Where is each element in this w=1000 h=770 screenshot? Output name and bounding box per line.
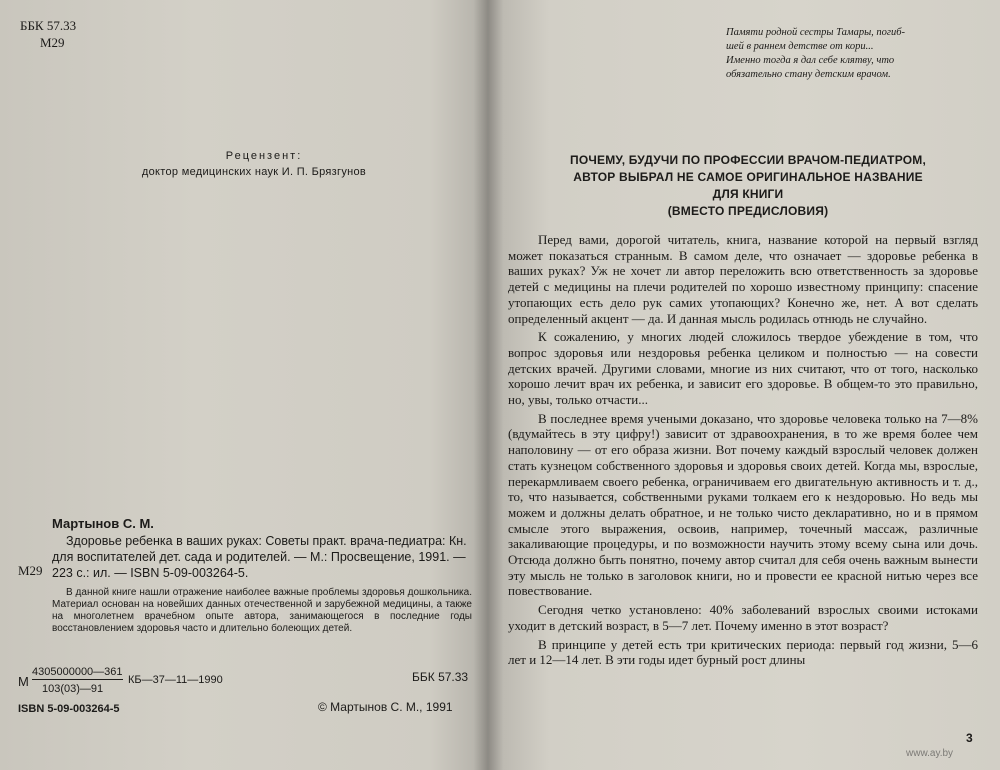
author-heading: Мартынов С. М. <box>52 516 154 531</box>
epigraph <box>726 26 972 82</box>
reviewer-label: Рецензент: <box>225 150 303 162</box>
epigraph-line: Именно тогда я дал себе клятву, что <box>726 55 895 66</box>
bbk-line: ББК 57.33 <box>20 18 77 33</box>
watermark: www.ay.by <box>906 748 954 759</box>
index-denominator: 103(03)—91 <box>42 683 104 695</box>
heading-line: ПОЧЕМУ, БУДУЧИ ПО ПРОФЕССИИ ВРАЧОМ-ПЕДИАТРОМ, <box>570 153 926 167</box>
bbk-bottom: ББК 57.33 <box>412 670 469 684</box>
left-page <box>0 0 488 770</box>
reviewer-block <box>0 148 488 180</box>
epigraph-line: обязательно стану детским врачом. <box>726 69 891 80</box>
annotation: В данной книге нашли отражение наиболее важные проблемы здоровья дошкольника. Материал основан на новейших данных отечественной и зарубежной медицины, а также на многолетнем врачебном опыте автора, занимающегося в последние годы восстановлением здоровья часто и длительно болеющих детей. <box>52 587 472 634</box>
bibliographic-entry: Здоровье ребенка в ваших руках: Советы практ. врача-педиатра: Кн. для воспитателей дет. сада и родителей. — М.: Просвещение, 1991. — 223 с.: ил. — ISBN 5-09-003264-5. <box>52 534 467 580</box>
right-page <box>488 0 1000 770</box>
page-number: 3 <box>966 731 973 745</box>
paragraph: В принципе у детей есть три критических периода: первый год жизни, 5—6 лет и 12—14 лет. В эти годы идет бурный рост длины <box>508 636 978 668</box>
heading-line: (ВМЕСТО ПРЕДИСЛОВИЯ) <box>667 204 829 218</box>
heading-line: ДЛЯ КНИГИ <box>712 187 784 201</box>
paragraph: Перед вами, дорогой читатель, книга, название которой на первый взгляд может показаться странным. В самом деле, что означает — здоровье ребенка в ваших руках? Уж не хочет ли автор переложить всю ответственность за здоровье детей с медицины на плечи родителей по хорошо известному принципу: спасение утопающих есть дело рук самих утопающих? Конечно же, нет. А вот сделать определенный акцент — да. И данная мысль родилась отнюдь не случайно. <box>508 232 978 326</box>
epigraph-line: шей в раннем детстве от кори... <box>726 41 874 52</box>
bbk-classification <box>20 17 76 51</box>
paragraph: К сожалению, у многих людей сложилось твердое убеждение в том, что вопрос здоровья или нездоровья ребенка целиком и полностью — на совести детских врачей. Другими словами, многие из них считают, что от того, насколько хорошо лечит врач их ребенка, и зависит его здоровье. В общем-то это правильно, но, увы, только отчасти... <box>508 329 978 408</box>
heading-line: АВТОР ВЫБРАЛ НЕ САМОЕ ОРИГИНАЛЬНОЕ НАЗВАНИЕ <box>573 170 923 184</box>
epigraph-line: Памяти родной сестры Тамары, погиб- <box>726 27 906 38</box>
paragraph: Сегодня четко установлено: 40% заболеваний взрослых своими истоками уходит в детский возраст, в 5—7 лет. Почему именно в этот возраст? <box>508 602 978 633</box>
body-text <box>508 232 978 671</box>
reviewer-name: доктор медицинских наук И. П. Брязгунов <box>141 166 367 178</box>
index-code: КБ—37—11—1990 <box>128 674 223 686</box>
paragraph: В последнее время учеными доказано, что здоровье человека только на 7—8% (вдумайтесь в эту цифру!) зависит от здравоохранения, в то же время более чем наполовину — от его образа жизни. Вот почему каждый взрослый человек должен стать кузнецом собственного здоровья и здоровья своих детей. Когда мы, взрослые, перекармливаем своего ребенка, ограничиваем его двигательную активность и т. д., то, что называется, собственными руками толкаем его к нездоровью. Но ведь мы можем и должны делать обратное, и не только чисто декларативно, но и в прямом смысле этого выражения, освоив, например, точечный массаж, различные закаливающие процедуры, и по возможности научить этому всему сына или дочь. Отсюда должно быть понятно, почему автор считал для себя очень важным вынести эту мысль не только в заголовок книги, но и провести ее красной нитью через все повествование. <box>508 410 978 599</box>
catalog-code: М29 <box>18 563 43 578</box>
isbn: ISBN 5-09-003264-5 <box>18 703 120 715</box>
index-letter: М <box>18 674 29 689</box>
chapter-heading <box>518 152 978 220</box>
copyright: © Мартынов С. М., 1991 <box>318 700 453 714</box>
bbk-line: М29 <box>40 35 65 50</box>
index-numerator: 4305000000—361 <box>32 666 123 678</box>
